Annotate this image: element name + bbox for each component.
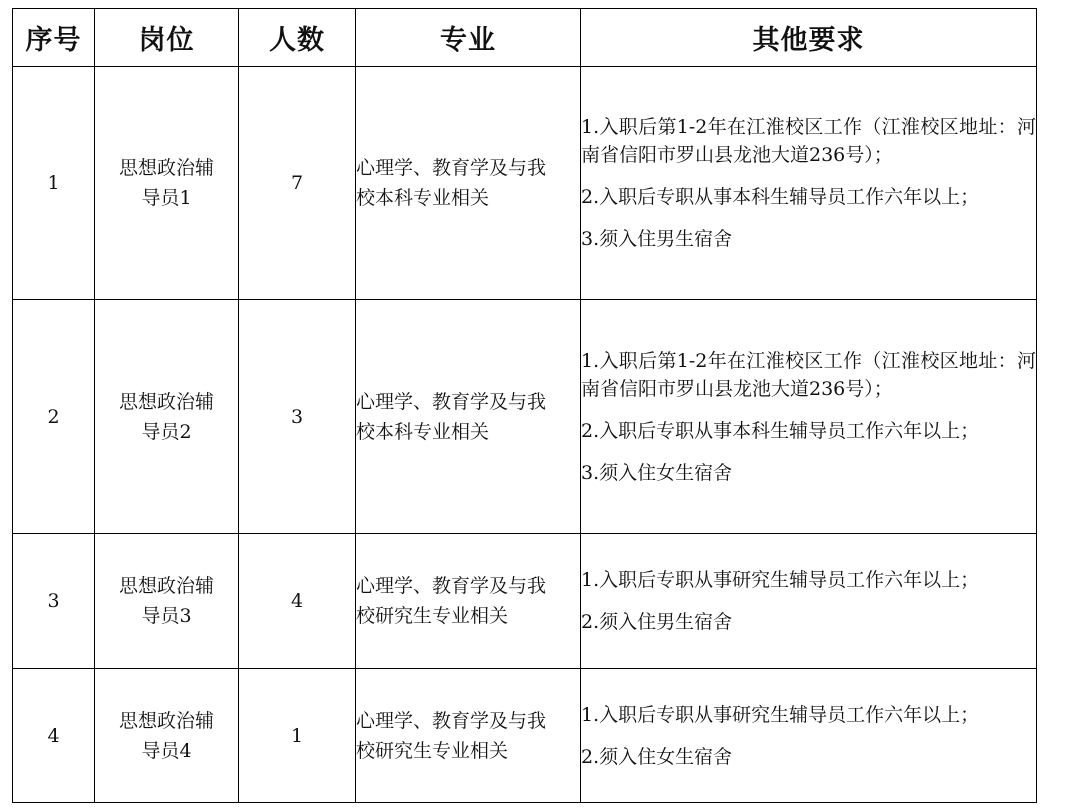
major-text: 心理学、教育学及与我校研究生专业相关 <box>356 575 547 627</box>
row-count: 4 <box>239 534 356 669</box>
table-row <box>13 669 1037 803</box>
table-row <box>13 300 1037 534</box>
header-row <box>13 9 1037 67</box>
row-major <box>356 669 581 803</box>
row-post <box>95 67 239 300</box>
table-header <box>13 9 1037 67</box>
row-count: 1 <box>239 669 356 803</box>
header-requirements: 其他要求 <box>581 9 1037 67</box>
requirement-item: 1.入职后第1-2年在江淮校区工作（江淮校区地址：河南省信阳市罗山县龙池大道236号）； <box>581 116 1036 166</box>
row-requirements <box>581 300 1037 534</box>
row-major <box>356 534 581 669</box>
header-major: 专业 <box>356 9 581 67</box>
row-count: 7 <box>239 67 356 300</box>
row-major <box>356 300 581 534</box>
requirement-item: 2.入职后专职从事本科生辅导员工作六年以上； <box>581 419 980 442</box>
requirement-item: 2.须入住男生宿舍 <box>581 611 733 633</box>
table-row <box>13 67 1037 300</box>
row-index: 2 <box>13 300 95 534</box>
row-requirements <box>581 67 1037 300</box>
row-index: 4 <box>13 669 95 803</box>
row-requirements <box>581 669 1037 803</box>
table-body <box>13 67 1037 803</box>
major-text: 心理学、教育学及与我校本科专业相关 <box>356 390 547 443</box>
post-name: 思想政治辅导员4 <box>118 709 214 762</box>
requirement-item: 3.须入住男生宿舍 <box>581 228 733 250</box>
row-requirements <box>581 534 1037 669</box>
header-index: 序号 <box>13 9 95 67</box>
post-name: 思想政治辅导员3 <box>118 575 214 627</box>
row-index: 3 <box>13 534 95 669</box>
post-name: 思想政治辅导员2 <box>118 390 214 443</box>
row-major <box>356 67 581 300</box>
recruitment-table <box>12 8 1037 803</box>
row-post <box>95 300 239 534</box>
requirement-item: 3.须入住女生宿舍 <box>581 461 733 484</box>
requirement-item: 1.入职后专职从事研究生辅导员工作六年以上； <box>581 703 980 726</box>
requirement-item: 1.入职后专职从事研究生辅导员工作六年以上； <box>581 569 980 591</box>
major-text: 心理学、教育学及与我校研究生专业相关 <box>356 709 547 762</box>
header-post: 岗位 <box>95 9 239 67</box>
requirement-item: 2.入职后专职从事本科生辅导员工作六年以上； <box>581 186 980 208</box>
post-name: 思想政治辅导员1 <box>118 157 214 209</box>
header-count: 人数 <box>239 9 356 67</box>
table-row <box>13 534 1037 669</box>
row-count: 3 <box>239 300 356 534</box>
row-post <box>95 534 239 669</box>
row-post <box>95 669 239 803</box>
row-index: 1 <box>13 67 95 300</box>
requirement-item: 1.入职后第1-2年在江淮校区工作（江淮校区地址：河南省信阳市罗山县龙池大道236号）； <box>581 349 1036 400</box>
requirement-item: 2.须入住女生宿舍 <box>581 745 733 768</box>
major-text: 心理学、教育学及与我校本科专业相关 <box>356 157 547 209</box>
